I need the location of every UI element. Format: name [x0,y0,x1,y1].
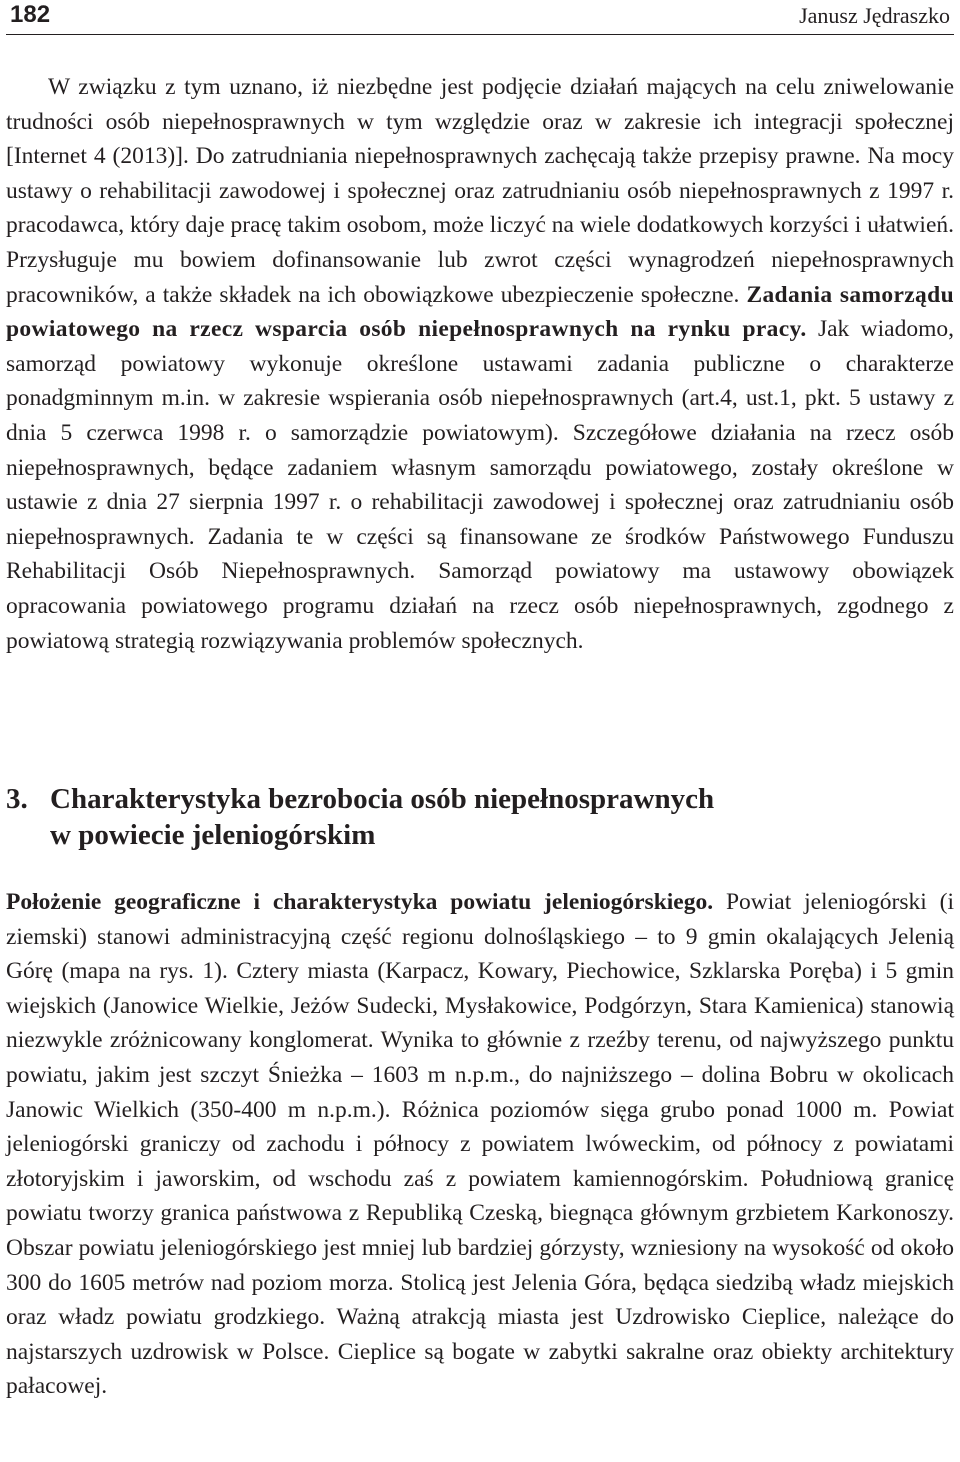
section-number: 3. [6,783,28,815]
paragraph-geography [6,885,954,1404]
section-title-line2: w powiecie jeleniogórskim [50,819,376,851]
running-head-author: Janusz Jędraszko [799,3,950,28]
inline-bold-lead: Położenie geograficzne i charakterystyka powiatu jeleniogórskiego. [6,889,714,915]
inline-bold-heading: Zadania samorządu powiatowego na rzecz wsparcia osób niepełnosprawnych na rynku pracy. [6,281,954,343]
paragraph-text: Powiat jeleniogórski (i ziemski) stanowi administracyjną część regionu dolnośląskiego – to 9 gmin okalających Jelenią Górę (mapa na rys. 1). Cztery miasta (Karpacz, Kowary, Piechowice, Szklarska Poręba) i 5 gmin wiejskich (Janowice Wielkie, Jeżów Sudecki, Mysłakowice, Podgórzyn, Stara Kamienica) stanowią niezwykle zróżnicowany konglomerat. Wynika to głównie z rzeźby terenu, od najwyższego punktu powiatu, jakim jest szczyt Śnieżka – 1603 m n.p.m., do najniższego – dolina Bobru w okolicach Janowic Wielkich (350-400 m n.p.m.). Różnica poziomów sięga grubo ponad 1000 m. Powiat jeleniogórski graniczy od zachodu i północy z powiatem lwóweckim, od północy z powiatami złotoryjskim i jaworskim, od wschodu zaś z powiatem kamiennogórskim. Południową granicę powiatu tworzy granica państwowa z Republiką Czeską, biegnąca głównym grzbietem Karkonoszy. Obszar powiatu jeleniogórskiego jest mniej lub bardziej górzysty, wzniesiony na wysokość od około 300 do 1605 metrów nad poziom morza. Stolicą jest Jelenia Góra, będąca siedzibą władz miejskich oraz władz powiatu grodzkiego. Ważną atrakcją miasta jest Uzdrowisko Cieplice, należące do najstarszych uzdrowisk w Polsce. Cieplice są bogate w zabytki sakralne oraz obiekty architektury pałacowej. [6,889,954,1400]
paragraph-text: Jak wiadomo, samorząd powiatowy wykonuje określone ustawami zadania publiczne o charakterze ponadgminnym m.in. w zakresie wspierania osób niepełnosprawnych (art.4, ust.1, pkt. 5 ustawy z dnia 5 czerwca 1998 r. o samorządzie powiatowym). Szczegółowe działania na rzecz osób niepełnosprawnych, będące zadaniem własnym samorządu powiatowego, zostały określone w ustawie z dnia 27 sierpnia 1997 r. o rehabilitacji zawodowej i społecznej oraz zatrudnianiu osób niepełnosprawnych. Zadania te w części są finansowane ze środków Państwowego Funduszu Rehabilitacji Osób Niepełnosprawnych. Samorząd powiatowy ma ustawowy obowiązek opracowania powiatowego programu działań na rzecz osób niepełnosprawnych, zgodnego z powiatową strategią rozwiązywania problemów społecznych. [6,316,954,654]
section-title-line1: Charakterystyka bezrobocia osób niepełnosprawnych [50,783,715,815]
page-header [6,0,954,35]
page-number: 182 [10,1,51,28]
paragraph-text: W związku z tym uznano, iż niezbędne jest podjęcie działań mających na celu zniwelowanie trudności osób niepełnosprawnych w tym względzie oraz w zakresie ich integracji społecznej [Internet 4 (2013)]. Do zatrudniania niepełnosprawnych zachęcają także przepisy prawne. Na mocy ustawy o rehabilitacji zawodowej i społecznej oraz zatrudnianiu osób niepełnosprawnych z 1997 r. pracodawca, który daje pracę takim osobom, może liczyć na wiele dodatkowych korzyści i ułatwień. Przysługuje mu bowiem dofinansowanie lub zwrot części wynagrodzeń niepełnosprawnych pracowników, a także składek na ich obowiązkowe ubezpieczenie społeczne. [6,74,954,308]
paragraph-disability-employment [6,70,954,658]
